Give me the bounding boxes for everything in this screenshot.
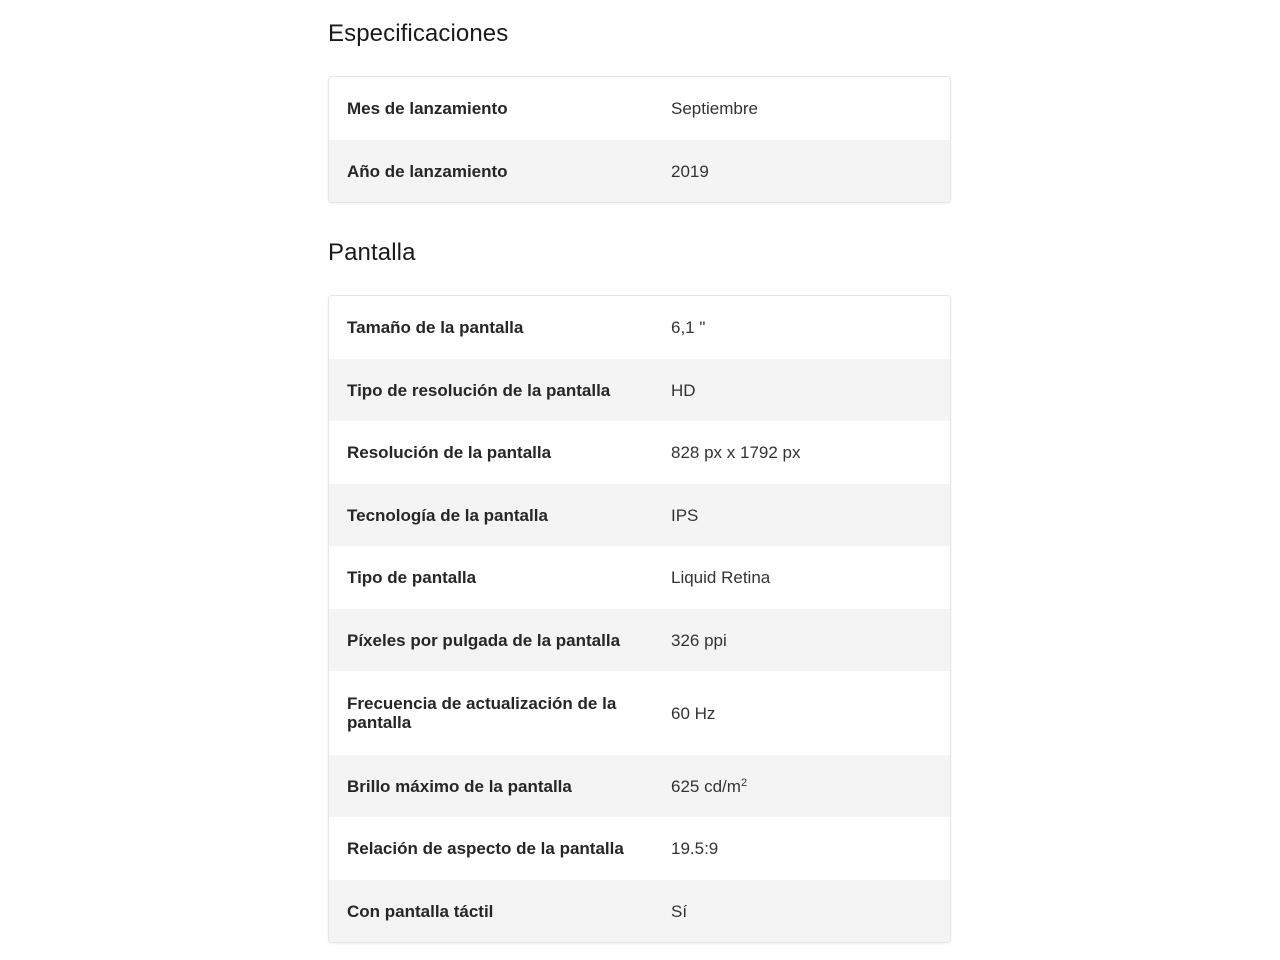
spec-row-frecuencia [329, 671, 950, 755]
spec-label: Resolución de la pantalla [347, 443, 552, 462]
spec-value: 19.5:9 [671, 839, 719, 858]
spec-value: 2019 [671, 161, 709, 181]
spec-label: Frecuencia de actualización de la pantalla [347, 694, 617, 732]
spec-value: Liquid Retina [671, 568, 771, 587]
spec-value: HD [671, 380, 696, 400]
spec-row-tecnologia [329, 484, 950, 546]
spec-label: Píxeles por pulgada de la pantalla [347, 630, 621, 650]
spec-row-pantalla-tactil [329, 880, 950, 942]
spec-value [671, 777, 932, 796]
spec-value: IPS [671, 505, 699, 525]
spec-table-pantalla [328, 295, 951, 943]
spec-label: Tecnología de la pantalla [347, 505, 548, 525]
spec-row-resolucion [329, 421, 950, 484]
spec-row-brillo [329, 755, 950, 817]
spec-label: Año de lanzamiento [347, 161, 508, 181]
spec-label: Relación de aspecto de la pantalla [347, 839, 624, 858]
spec-value-superscript: 2 [740, 776, 748, 789]
spec-label: Con pantalla táctil [347, 901, 494, 921]
spec-label: Mes de lanzamiento [347, 99, 508, 118]
spec-row-tamano-pantalla [329, 296, 950, 359]
spec-label: Tipo de pantalla [347, 568, 477, 587]
section-title-especificaciones: Especificaciones [328, 20, 509, 47]
spec-value: 60 Hz [671, 703, 716, 723]
spec-row-relacion-aspecto [329, 817, 950, 880]
spec-row-anio-lanzamiento [329, 140, 950, 202]
spec-row-tipo-resolucion [329, 359, 950, 421]
spec-row-mes-lanzamiento [329, 77, 950, 140]
spec-value: Sí [671, 901, 688, 921]
spec-value: Septiembre [671, 99, 758, 118]
spec-row-pixeles-pulgada [329, 609, 950, 671]
spec-label: Tamaño de la pantalla [347, 318, 524, 337]
section-title-pantalla: Pantalla [328, 239, 416, 266]
spec-table-especificaciones [328, 76, 951, 203]
spec-label: Brillo máximo de la pantalla [347, 776, 572, 796]
spec-value: 6,1 " [671, 318, 706, 337]
spec-value: 326 ppi [671, 630, 727, 650]
spec-value-text: 625 cd/m [671, 776, 741, 796]
spec-row-tipo-pantalla [329, 546, 950, 609]
spec-label: Tipo de resolución de la pantalla [347, 380, 611, 400]
spec-value: 828 px x 1792 px [671, 443, 801, 462]
